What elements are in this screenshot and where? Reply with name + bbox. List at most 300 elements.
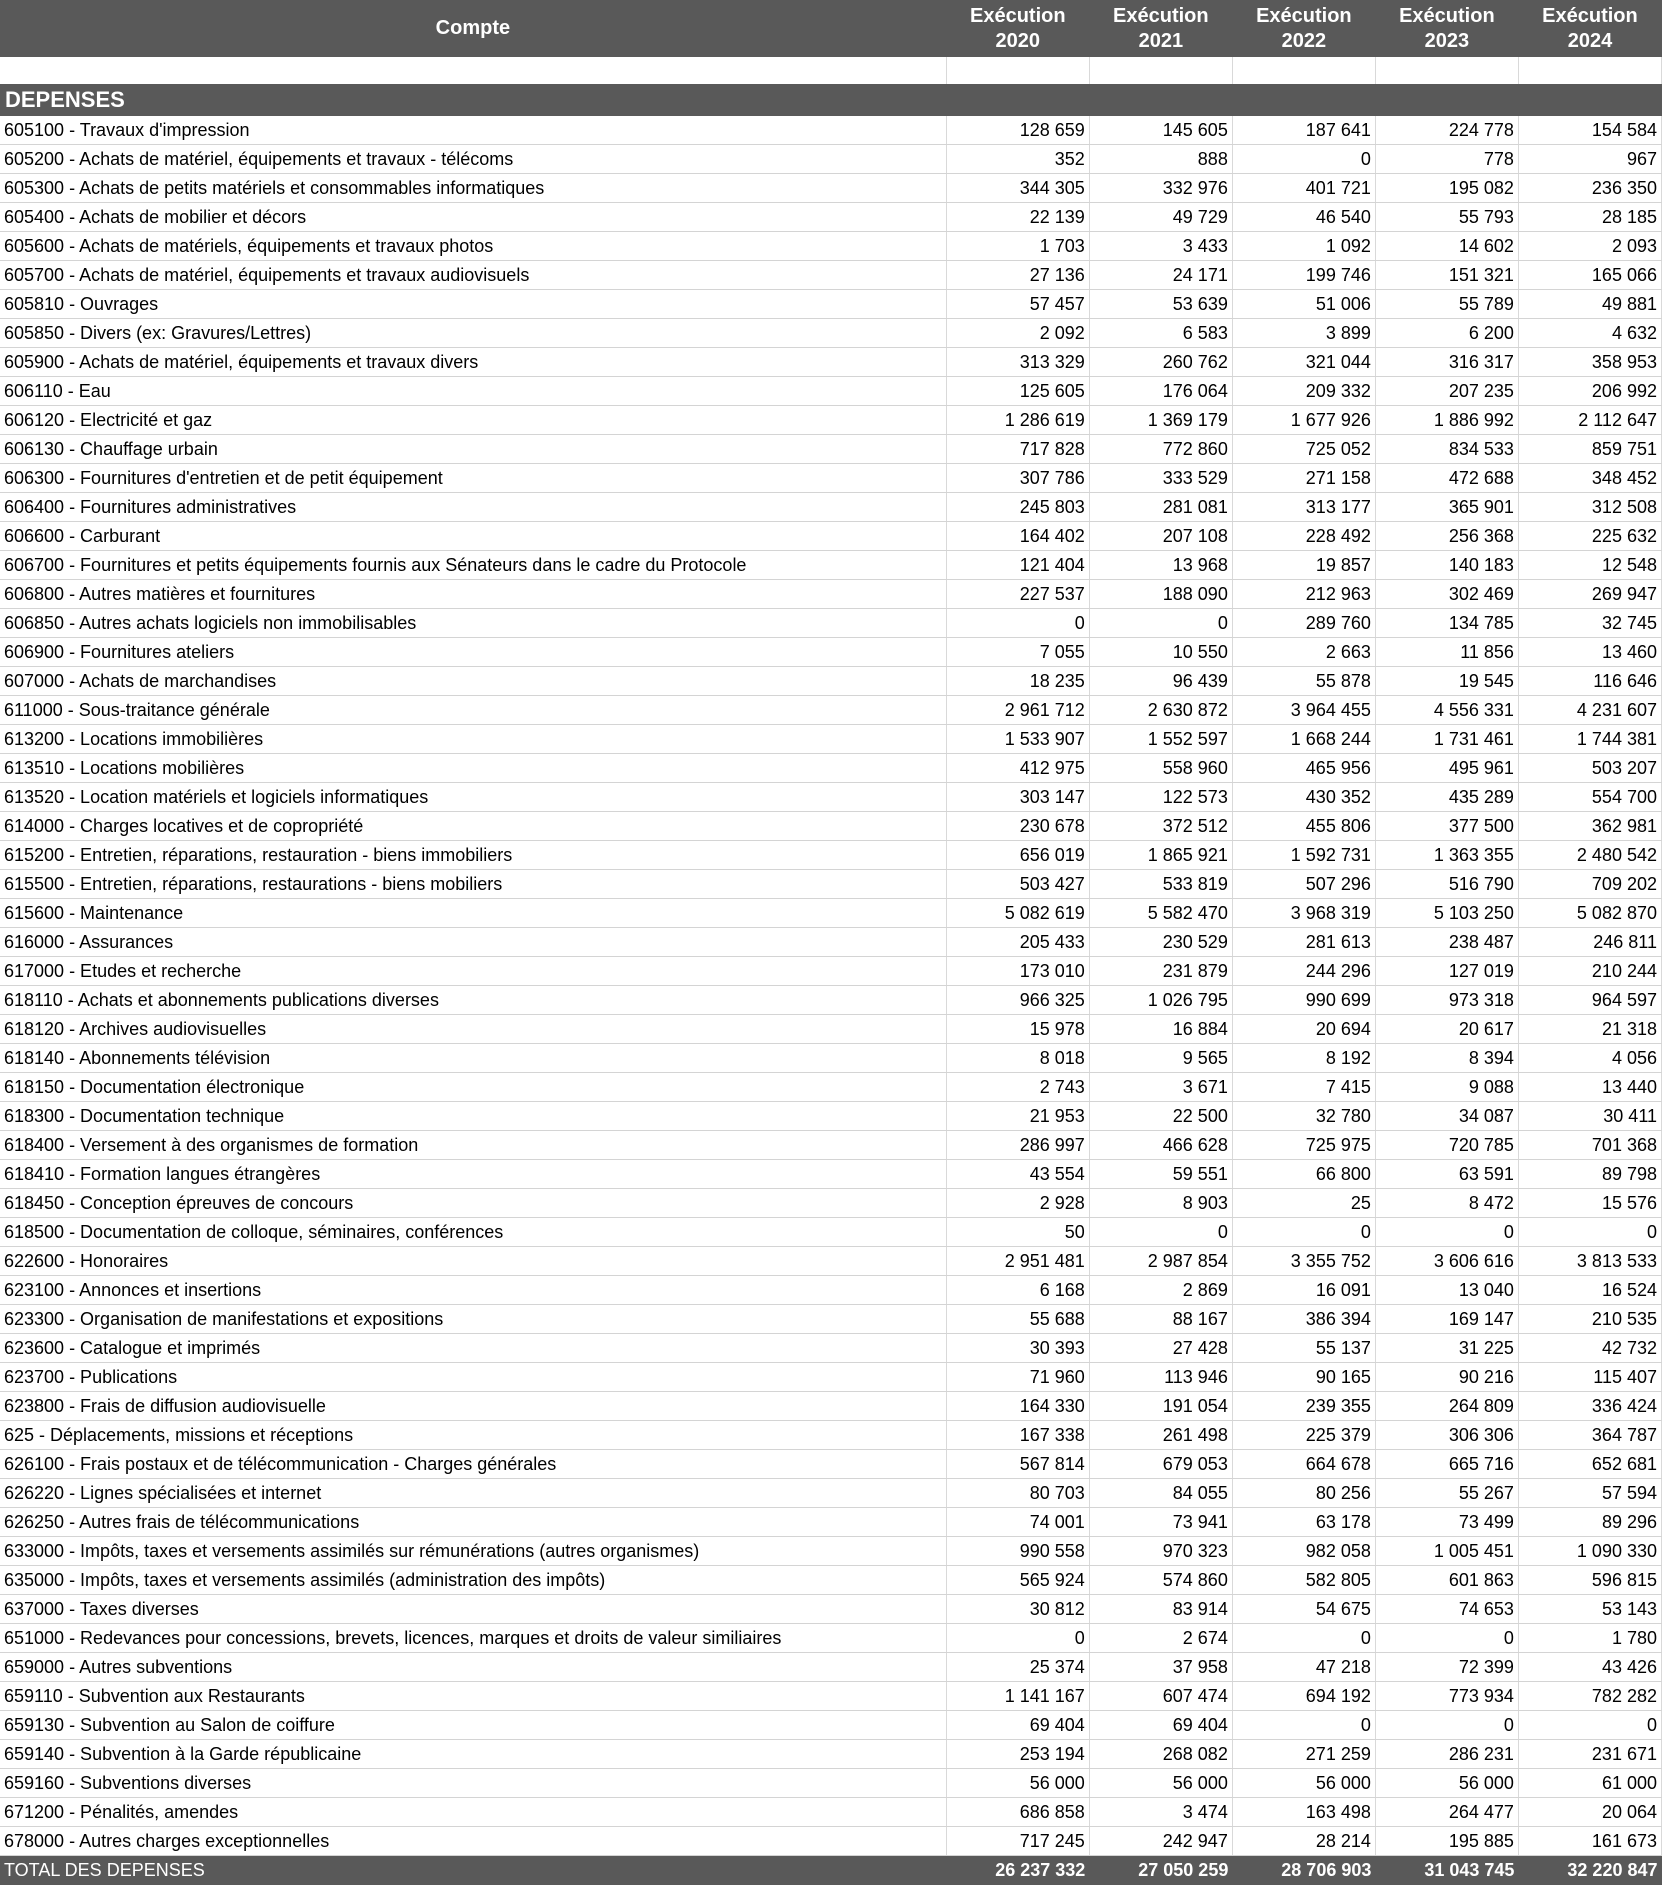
amount-cell: 13 460	[1518, 638, 1661, 667]
amount-cell: 694 192	[1232, 1682, 1375, 1711]
amount-cell: 13 440	[1518, 1073, 1661, 1102]
amount-cell: 74 653	[1375, 1595, 1518, 1624]
table-row	[0, 1769, 1662, 1798]
table-row	[0, 145, 1662, 174]
amount-cell: 1 668 244	[1232, 725, 1375, 754]
amount-cell: 302 469	[1375, 580, 1518, 609]
amount-cell: 230 678	[946, 812, 1089, 841]
amount-cell: 55 878	[1232, 667, 1375, 696]
amount-cell: 169 147	[1375, 1305, 1518, 1334]
amount-cell: 6 200	[1375, 319, 1518, 348]
amount-cell: 2 961 712	[946, 696, 1089, 725]
account-label: 606850 - Autres achats logiciels non immobilisables	[0, 609, 946, 638]
amount-cell: 2 663	[1232, 638, 1375, 667]
amount-cell: 332 976	[1089, 174, 1232, 203]
amount-cell: 8 018	[946, 1044, 1089, 1073]
table-row	[0, 1740, 1662, 1769]
amount-cell: 27 050 259	[1089, 1856, 1232, 1886]
amount-cell: 720 785	[1375, 1131, 1518, 1160]
header-text: 2021	[1138, 29, 1184, 52]
header-account: Compte	[0, 0, 946, 57]
amount-cell: 1 363 355	[1375, 841, 1518, 870]
amount-cell: 61 000	[1518, 1769, 1661, 1798]
account-label: 623700 - Publications	[0, 1363, 946, 1392]
account-label: 618410 - Formation langues étrangères	[0, 1160, 946, 1189]
header-text: 2020	[995, 29, 1041, 52]
amount-cell: 32 780	[1232, 1102, 1375, 1131]
table-row	[0, 725, 1662, 754]
amount-cell: 55 793	[1375, 203, 1518, 232]
amount-cell: 289 760	[1232, 609, 1375, 638]
account-label: 606900 - Fournitures ateliers	[0, 638, 946, 667]
amount-cell: 1 703	[946, 232, 1089, 261]
table-row	[0, 1537, 1662, 1566]
amount-cell: 199 746	[1232, 261, 1375, 290]
table-row	[0, 986, 1662, 1015]
account-label: 605100 - Travaux d'impression	[0, 116, 946, 145]
amount-cell: 47 218	[1232, 1653, 1375, 1682]
amount-cell: 1 592 731	[1232, 841, 1375, 870]
amount-cell: 336 424	[1518, 1392, 1661, 1421]
amount-cell: 725 052	[1232, 435, 1375, 464]
amount-cell: 377 500	[1375, 812, 1518, 841]
amount-cell: 888	[1089, 145, 1232, 174]
amount-cell: 84 055	[1089, 1479, 1232, 1508]
amount-cell: 16 884	[1089, 1015, 1232, 1044]
amount-cell: 286 231	[1375, 1740, 1518, 1769]
amount-cell: 55 688	[946, 1305, 1089, 1334]
amount-cell: 9 565	[1089, 1044, 1232, 1073]
account-label: 606120 - Electricité et gaz	[0, 406, 946, 435]
amount-cell: 176 064	[1089, 377, 1232, 406]
account-label: 659140 - Subvention à la Garde républicaine	[0, 1740, 946, 1769]
table-row	[0, 377, 1662, 406]
amount-cell: 164 330	[946, 1392, 1089, 1421]
amount-cell: 34 087	[1375, 1102, 1518, 1131]
header-row	[0, 0, 1662, 57]
amount-cell: 69 404	[1089, 1711, 1232, 1740]
amount-cell: 13 040	[1375, 1276, 1518, 1305]
amount-cell: 55 789	[1375, 290, 1518, 319]
amount-cell: 55 267	[1375, 1479, 1518, 1508]
amount-cell: 125 605	[946, 377, 1089, 406]
amount-cell: 253 194	[946, 1740, 1089, 1769]
amount-cell: 59 551	[1089, 1160, 1232, 1189]
table-row	[0, 1334, 1662, 1363]
amount-cell: 286 997	[946, 1131, 1089, 1160]
amount-cell: 27 428	[1089, 1334, 1232, 1363]
amount-cell: 990 699	[1232, 986, 1375, 1015]
amount-cell: 503 427	[946, 870, 1089, 899]
amount-cell: 16 091	[1232, 1276, 1375, 1305]
amount-cell: 210 244	[1518, 957, 1661, 986]
amount-cell: 582 805	[1232, 1566, 1375, 1595]
amount-cell: 2 630 872	[1089, 696, 1232, 725]
amount-cell: 306 306	[1375, 1421, 1518, 1450]
amount-cell: 154 584	[1518, 116, 1661, 145]
account-label: 618140 - Abonnements télévision	[0, 1044, 946, 1073]
amount-cell: 316 317	[1375, 348, 1518, 377]
amount-cell: 4 632	[1518, 319, 1661, 348]
account-label: 605850 - Divers (ex: Gravures/Lettres)	[0, 319, 946, 348]
amount-cell: 1 865 921	[1089, 841, 1232, 870]
amount-cell: 43 426	[1518, 1653, 1661, 1682]
amount-cell: 113 946	[1089, 1363, 1232, 1392]
amount-cell: 164 402	[946, 522, 1089, 551]
account-label: 618400 - Versement à des organismes de formation	[0, 1131, 946, 1160]
amount-cell: 0	[1232, 1624, 1375, 1653]
amount-cell: 717 245	[946, 1827, 1089, 1856]
amount-cell: 80 703	[946, 1479, 1089, 1508]
account-label: 614000 - Charges locatives et de copropriété	[0, 812, 946, 841]
amount-cell: 686 858	[946, 1798, 1089, 1827]
table-row	[0, 522, 1662, 551]
table-row	[0, 1305, 1662, 1334]
amount-cell: 25 374	[946, 1653, 1089, 1682]
table-row	[0, 957, 1662, 986]
table-row	[0, 1566, 1662, 1595]
account-label: 605400 - Achats de mobilier et décors	[0, 203, 946, 232]
account-label: 606800 - Autres matières et fournitures	[0, 580, 946, 609]
table-row	[0, 348, 1662, 377]
table-row	[0, 754, 1662, 783]
table-row	[0, 319, 1662, 348]
amount-cell: 5 103 250	[1375, 899, 1518, 928]
amount-cell: 212 963	[1232, 580, 1375, 609]
amount-cell: 230 529	[1089, 928, 1232, 957]
amount-cell: 0	[1232, 1218, 1375, 1247]
header-year-2023	[1375, 0, 1518, 57]
account-label: 671200 - Pénalités, amendes	[0, 1798, 946, 1827]
account-label: 678000 - Autres charges exceptionnelles	[0, 1827, 946, 1856]
amount-cell: 63 591	[1375, 1160, 1518, 1189]
amount-cell: 772 860	[1089, 435, 1232, 464]
amount-cell: 652 681	[1518, 1450, 1661, 1479]
table-row	[0, 1015, 1662, 1044]
amount-cell: 56 000	[1089, 1769, 1232, 1798]
amount-cell: 0	[1375, 1624, 1518, 1653]
amount-cell: 50	[946, 1218, 1089, 1247]
table-row	[0, 1798, 1662, 1827]
amount-cell: 333 529	[1089, 464, 1232, 493]
amount-cell: 2 480 542	[1518, 841, 1661, 870]
amount-cell: 0	[946, 609, 1089, 638]
account-label: 626250 - Autres frais de télécommunications	[0, 1508, 946, 1537]
table-row	[0, 1073, 1662, 1102]
amount-cell: 465 956	[1232, 754, 1375, 783]
table-row	[0, 928, 1662, 957]
header-text: Exécution	[1113, 4, 1209, 27]
table-row	[0, 435, 1662, 464]
amount-cell: 269 947	[1518, 580, 1661, 609]
table-row	[0, 1363, 1662, 1392]
amount-cell: 3 474	[1089, 1798, 1232, 1827]
account-label: 623600 - Catalogue et imprimés	[0, 1334, 946, 1363]
amount-cell: 167 338	[946, 1421, 1089, 1450]
amount-cell: 96 439	[1089, 667, 1232, 696]
amount-cell: 401 721	[1232, 174, 1375, 203]
amount-cell: 1 677 926	[1232, 406, 1375, 435]
amount-cell: 8 472	[1375, 1189, 1518, 1218]
amount-cell: 239 355	[1232, 1392, 1375, 1421]
amount-cell: 236 350	[1518, 174, 1661, 203]
amount-cell: 352	[946, 145, 1089, 174]
table-row	[0, 1160, 1662, 1189]
amount-cell: 121 404	[946, 551, 1089, 580]
table-row	[0, 261, 1662, 290]
amount-cell: 0	[1232, 1711, 1375, 1740]
amount-cell: 2 869	[1089, 1276, 1232, 1305]
account-label: TOTAL DES DEPENSES	[0, 1856, 946, 1886]
amount-cell: 256 368	[1375, 522, 1518, 551]
amount-cell: 28 214	[1232, 1827, 1375, 1856]
amount-cell: 565 924	[946, 1566, 1089, 1595]
account-label: 606400 - Fournitures administratives	[0, 493, 946, 522]
header-year-2021	[1089, 0, 1232, 57]
amount-cell: 503 207	[1518, 754, 1661, 783]
amount-cell: 30 393	[946, 1334, 1089, 1363]
amount-cell: 4 556 331	[1375, 696, 1518, 725]
amount-cell: 5 082 870	[1518, 899, 1661, 928]
amount-cell: 21 318	[1518, 1015, 1661, 1044]
amount-cell: 83 914	[1089, 1595, 1232, 1624]
header-text: 2024	[1567, 29, 1613, 52]
amount-cell: 80 256	[1232, 1479, 1375, 1508]
amount-cell: 57 457	[946, 290, 1089, 319]
amount-cell: 28 706 903	[1232, 1856, 1375, 1886]
table-row	[0, 493, 1662, 522]
amount-cell: 607 474	[1089, 1682, 1232, 1711]
amount-cell: 63 178	[1232, 1508, 1375, 1537]
account-label: 623300 - Organisation de manifestations et expositions	[0, 1305, 946, 1334]
amount-cell: 56 000	[1232, 1769, 1375, 1798]
amount-cell: 271 158	[1232, 464, 1375, 493]
amount-cell: 344 305	[946, 174, 1089, 203]
account-label: 659130 - Subvention au Salon de coiffure	[0, 1711, 946, 1740]
header-text: Exécution	[1542, 4, 1638, 27]
amount-cell: 3 899	[1232, 319, 1375, 348]
amount-cell: 73 941	[1089, 1508, 1232, 1537]
amount-cell: 0	[1518, 1218, 1661, 1247]
amount-cell: 0	[1089, 1218, 1232, 1247]
account-label: 616000 - Assurances	[0, 928, 946, 957]
amount-cell: 19 545	[1375, 667, 1518, 696]
amount-cell: 54 675	[1232, 1595, 1375, 1624]
amount-cell: 151 321	[1375, 261, 1518, 290]
amount-cell: 42 732	[1518, 1334, 1661, 1363]
amount-cell: 74 001	[946, 1508, 1089, 1537]
amount-cell: 1 780	[1518, 1624, 1661, 1653]
amount-cell: 3 964 455	[1232, 696, 1375, 725]
table-row	[0, 1711, 1662, 1740]
header-text: Exécution	[970, 4, 1066, 27]
amount-cell: 224 778	[1375, 116, 1518, 145]
amount-cell: 679 053	[1089, 1450, 1232, 1479]
amount-cell: 22 139	[946, 203, 1089, 232]
amount-cell: 268 082	[1089, 1740, 1232, 1769]
table-row	[0, 580, 1662, 609]
amount-cell: 364 787	[1518, 1421, 1661, 1450]
amount-cell: 191 054	[1089, 1392, 1232, 1421]
account-label: 617000 - Etudes et recherche	[0, 957, 946, 986]
amount-cell: 6 583	[1089, 319, 1232, 348]
table-row	[0, 1827, 1662, 1856]
amount-cell: 73 499	[1375, 1508, 1518, 1537]
account-label: 633000 - Impôts, taxes et versements assimilés sur rémunérations (autres organismes)	[0, 1537, 946, 1566]
amount-cell: 782 282	[1518, 1682, 1661, 1711]
amount-cell: 246 811	[1518, 928, 1661, 957]
amount-cell: 313 329	[946, 348, 1089, 377]
amount-cell: 507 296	[1232, 870, 1375, 899]
account-label: 637000 - Taxes diverses	[0, 1595, 946, 1624]
amount-cell: 20 617	[1375, 1015, 1518, 1044]
amount-cell: 574 860	[1089, 1566, 1232, 1595]
amount-cell: 49 729	[1089, 203, 1232, 232]
amount-cell: 20 064	[1518, 1798, 1661, 1827]
account-label: 618500 - Documentation de colloque, séminaires, conférences	[0, 1218, 946, 1247]
amount-cell: 128 659	[946, 116, 1089, 145]
amount-cell: 43 554	[946, 1160, 1089, 1189]
amount-cell: 21 953	[946, 1102, 1089, 1131]
amount-cell: 122 573	[1089, 783, 1232, 812]
amount-cell: 16 524	[1518, 1276, 1661, 1305]
amount-cell: 260 762	[1089, 348, 1232, 377]
account-label: 622600 - Honoraires	[0, 1247, 946, 1276]
section-title: DEPENSES	[0, 84, 1662, 116]
amount-cell: 89 296	[1518, 1508, 1661, 1537]
amount-cell: 69 404	[946, 1711, 1089, 1740]
amount-cell: 231 879	[1089, 957, 1232, 986]
amount-cell: 4 231 607	[1518, 696, 1661, 725]
amount-cell: 56 000	[1375, 1769, 1518, 1798]
amount-cell: 1 005 451	[1375, 1537, 1518, 1566]
table-row	[0, 870, 1662, 899]
table-row	[0, 290, 1662, 319]
account-label: 626100 - Frais postaux et de télécommunication - Charges générales	[0, 1450, 946, 1479]
table-row	[0, 174, 1662, 203]
amount-cell: 0	[1232, 145, 1375, 174]
account-label: 606600 - Carburant	[0, 522, 946, 551]
account-label: 605600 - Achats de matériels, équipements et travaux photos	[0, 232, 946, 261]
amount-cell: 709 202	[1518, 870, 1661, 899]
amount-cell: 533 819	[1089, 870, 1232, 899]
amount-cell: 30 411	[1518, 1102, 1661, 1131]
amount-cell: 210 535	[1518, 1305, 1661, 1334]
account-label: 625 - Déplacements, missions et réceptions	[0, 1421, 946, 1450]
account-label: 606700 - Fournitures et petits équipements fournis aux Sénateurs dans le cadre du Protocole	[0, 551, 946, 580]
amount-cell: 225 379	[1232, 1421, 1375, 1450]
amount-cell: 567 814	[946, 1450, 1089, 1479]
table-row	[0, 1131, 1662, 1160]
amount-cell: 37 958	[1089, 1653, 1232, 1682]
account-label: 615200 - Entretien, réparations, restauration - biens immobiliers	[0, 841, 946, 870]
amount-cell: 516 790	[1375, 870, 1518, 899]
total-row	[0, 1856, 1662, 1886]
amount-cell: 7 055	[946, 638, 1089, 667]
amount-cell: 49 881	[1518, 290, 1661, 319]
amount-cell: 206 992	[1518, 377, 1661, 406]
amount-cell: 71 960	[946, 1363, 1089, 1392]
amount-cell: 2 093	[1518, 232, 1661, 261]
amount-cell: 244 296	[1232, 957, 1375, 986]
amount-cell: 303 147	[946, 783, 1089, 812]
amount-cell: 0	[1089, 609, 1232, 638]
table-row	[0, 667, 1662, 696]
amount-cell: 664 678	[1232, 1450, 1375, 1479]
account-label: 606130 - Chauffage urbain	[0, 435, 946, 464]
amount-cell: 13 968	[1089, 551, 1232, 580]
amount-cell: 228 492	[1232, 522, 1375, 551]
amount-cell: 165 066	[1518, 261, 1661, 290]
amount-cell: 242 947	[1089, 1827, 1232, 1856]
amount-cell: 2 928	[946, 1189, 1089, 1218]
amount-cell: 25	[1232, 1189, 1375, 1218]
amount-cell: 8 192	[1232, 1044, 1375, 1073]
amount-cell: 46 540	[1232, 203, 1375, 232]
amount-cell: 89 798	[1518, 1160, 1661, 1189]
table-row	[0, 609, 1662, 638]
table-row	[0, 638, 1662, 667]
amount-cell: 30 812	[946, 1595, 1089, 1624]
table-row	[0, 1421, 1662, 1450]
amount-cell: 32 745	[1518, 609, 1661, 638]
amount-cell: 365 901	[1375, 493, 1518, 522]
account-label: 626220 - Lignes spécialisées et internet	[0, 1479, 946, 1508]
header-text: 2022	[1281, 29, 1327, 52]
amount-cell: 245 803	[946, 493, 1089, 522]
amount-cell: 5 582 470	[1089, 899, 1232, 928]
amount-cell: 973 318	[1375, 986, 1518, 1015]
amount-cell: 55 137	[1232, 1334, 1375, 1363]
amount-cell: 4 056	[1518, 1044, 1661, 1073]
amount-cell: 281 081	[1089, 493, 1232, 522]
table-row	[0, 1392, 1662, 1421]
amount-cell: 1 731 461	[1375, 725, 1518, 754]
account-label: 618300 - Documentation technique	[0, 1102, 946, 1131]
amount-cell: 140 183	[1375, 551, 1518, 580]
amount-cell: 14 602	[1375, 232, 1518, 261]
amount-cell: 1 744 381	[1518, 725, 1661, 754]
table-row	[0, 1624, 1662, 1653]
account-label: 605810 - Ouvrages	[0, 290, 946, 319]
account-label: 659160 - Subventions diverses	[0, 1769, 946, 1798]
amount-cell: 435 289	[1375, 783, 1518, 812]
amount-cell: 134 785	[1375, 609, 1518, 638]
amount-cell: 2 112 647	[1518, 406, 1661, 435]
amount-cell: 3 671	[1089, 1073, 1232, 1102]
amount-cell: 601 863	[1375, 1566, 1518, 1595]
account-label: 659110 - Subvention aux Restaurants	[0, 1682, 946, 1711]
amount-cell: 665 716	[1375, 1450, 1518, 1479]
amount-cell: 1 533 907	[946, 725, 1089, 754]
account-label: 623100 - Annonces et insertions	[0, 1276, 946, 1305]
amount-cell: 982 058	[1232, 1537, 1375, 1566]
table-row	[0, 1653, 1662, 1682]
amount-cell: 12 548	[1518, 551, 1661, 580]
account-label: 623800 - Frais de diffusion audiovisuelle	[0, 1392, 946, 1421]
table-row	[0, 696, 1662, 725]
amount-cell: 261 498	[1089, 1421, 1232, 1450]
amount-cell: 9 088	[1375, 1073, 1518, 1102]
table-row	[0, 1189, 1662, 1218]
amount-cell: 19 857	[1232, 551, 1375, 580]
amount-cell: 430 352	[1232, 783, 1375, 812]
amount-cell: 11 856	[1375, 638, 1518, 667]
amount-cell: 717 828	[946, 435, 1089, 464]
amount-cell: 8 903	[1089, 1189, 1232, 1218]
amount-cell: 26 237 332	[946, 1856, 1089, 1886]
account-label: 605200 - Achats de matériel, équipements et travaux - télécoms	[0, 145, 946, 174]
